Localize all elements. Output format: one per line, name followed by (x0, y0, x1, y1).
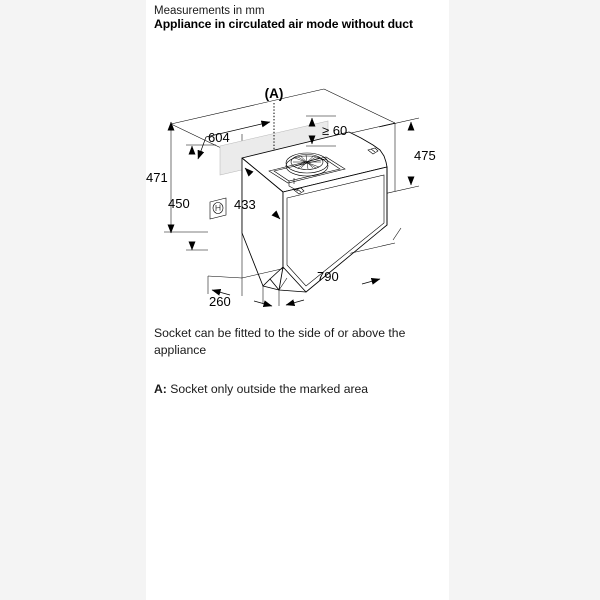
callout-A-label: (A) (264, 86, 284, 101)
dim-label-471: 471 (146, 170, 168, 185)
dim-label-60: ≥ 60 (322, 123, 348, 138)
dim-label-790: 790 (317, 269, 339, 284)
dim-260 (209, 290, 272, 309)
dim-label-433: 433 (234, 197, 256, 212)
document-sheet (146, 0, 449, 600)
page-title: Appliance in circulated air mode without duct (154, 17, 413, 31)
dim-label-604: 604 (208, 130, 230, 145)
socket-icon (210, 198, 226, 219)
socket-note: Socket can be fitted to the side of or above the appliance (154, 326, 406, 357)
legend-note (154, 381, 444, 398)
dim-471 (146, 122, 208, 233)
legend-text: Socket only outside the marked area (166, 382, 369, 396)
dim-475 (411, 122, 436, 185)
appliance-dimension-diagram (146, 78, 449, 313)
diagram-svg (146, 78, 449, 313)
dim-label-475: 475 (414, 148, 436, 163)
legend-label: A: (154, 382, 167, 396)
dim-label-450: 450 (168, 196, 190, 211)
appliance-body (242, 132, 387, 292)
dim-label-260: 260 (209, 294, 231, 309)
measurements-note: Measurements in mm (154, 5, 265, 17)
dim-450 (168, 145, 216, 250)
